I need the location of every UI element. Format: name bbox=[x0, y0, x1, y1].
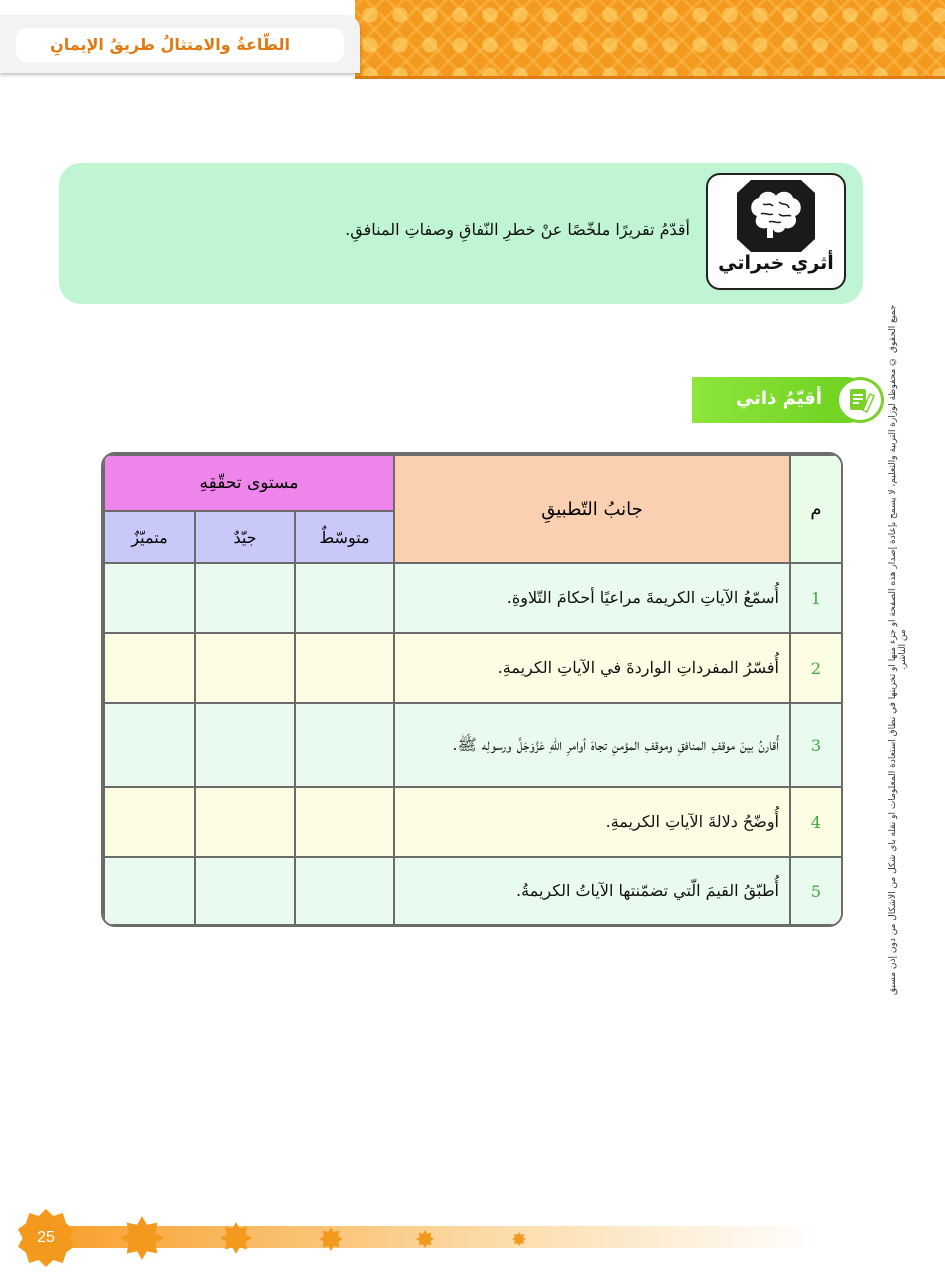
header-decorative-pattern bbox=[355, 0, 945, 79]
level-cell-average[interactable] bbox=[295, 633, 394, 703]
level-cell-excellent[interactable] bbox=[104, 857, 195, 925]
footer-decorative-line bbox=[60, 1226, 820, 1248]
table-row bbox=[104, 703, 842, 787]
self-assessment-label: أقيّمُ ذاتي bbox=[735, 388, 822, 409]
table-row bbox=[104, 633, 842, 703]
header-achievement-level: مستوى تحقّقِهِ bbox=[104, 455, 394, 511]
header-number: م bbox=[790, 455, 842, 563]
level-cell-excellent[interactable] bbox=[104, 703, 195, 787]
table-row bbox=[104, 563, 842, 633]
row-number: 5 bbox=[790, 857, 842, 925]
row-aspect-text: أُوضّحُ دلالةَ الآياتِ الكريمةِ. bbox=[394, 787, 790, 857]
level-cell-average[interactable] bbox=[295, 703, 394, 787]
table-row bbox=[104, 857, 842, 925]
page-number: 25 bbox=[37, 1229, 55, 1246]
copyright-side-note: جميع الحقوق © محفوظة لوزارة التربية والتعليم، لا يسمح بإعادة إصدار هذه الصفحة أو جزء منها أو تخزينها في نطاق استعادة المعلومات أو نقله بأي شكل من الأشكال من دون إذن مسبق من الناشر. bbox=[888, 304, 908, 996]
row-aspect-text: أُفسّرُ المفرداتِ الواردةَ في الآياتِ الكريمةِ. bbox=[394, 633, 790, 703]
row-aspect-text: أُطبّقُ القيمَ الّتي تضمّنتها الآياتُ الكريمةُ. bbox=[394, 857, 790, 925]
level-cell-excellent[interactable] bbox=[104, 633, 195, 703]
assessment-table bbox=[101, 452, 843, 927]
row-aspect-text: أُقارنُ بينَ موقفِ المنافقِ وموقفِ المؤمنِ تجاهَ أوامرِ اللّهِ عَزَّوَجَلَّ ورسولِه ﷺ. bbox=[394, 703, 790, 787]
row-number: 2 bbox=[790, 633, 842, 703]
table-row bbox=[104, 787, 842, 857]
brain-icon bbox=[743, 186, 809, 246]
level-cell-average[interactable] bbox=[295, 563, 394, 633]
level-cell-excellent[interactable] bbox=[104, 787, 195, 857]
row-number: 1 bbox=[790, 563, 842, 633]
header-level-average: متوسّطٌ bbox=[295, 511, 394, 563]
level-cell-average[interactable] bbox=[295, 787, 394, 857]
pencil-checklist-icon bbox=[836, 377, 884, 423]
row-number: 4 bbox=[790, 787, 842, 857]
level-cell-good[interactable] bbox=[195, 703, 295, 787]
header-aspect: جانبُ التّطبيقِ bbox=[394, 455, 790, 563]
level-cell-good[interactable] bbox=[195, 857, 295, 925]
experience-badge-label: أثري خبراتي bbox=[718, 252, 834, 274]
footer-star-decoration bbox=[120, 1216, 164, 1260]
row-aspect-text: أُسمّعُ الآياتِ الكريمةَ مراعيًا أحكامَ التّلاوةِ. bbox=[394, 563, 790, 633]
row-number: 3 bbox=[790, 703, 842, 787]
page-title: الطّاعةُ والامتثالُ طريقُ الإيمانِ bbox=[50, 35, 290, 54]
experience-instruction: أقدّمُ تقريرًا ملخّصًا عنْ خطرِ النّفاقِ وصفاتِ المنافقِ. bbox=[345, 220, 690, 239]
header-level-excellent: متميّزٌ bbox=[104, 511, 195, 563]
level-cell-good[interactable] bbox=[195, 633, 295, 703]
level-cell-good[interactable] bbox=[195, 787, 295, 857]
level-cell-excellent[interactable] bbox=[104, 563, 195, 633]
header-level-good: جيّدٌ bbox=[195, 511, 295, 563]
level-cell-average[interactable] bbox=[295, 857, 394, 925]
level-cell-good[interactable] bbox=[195, 563, 295, 633]
